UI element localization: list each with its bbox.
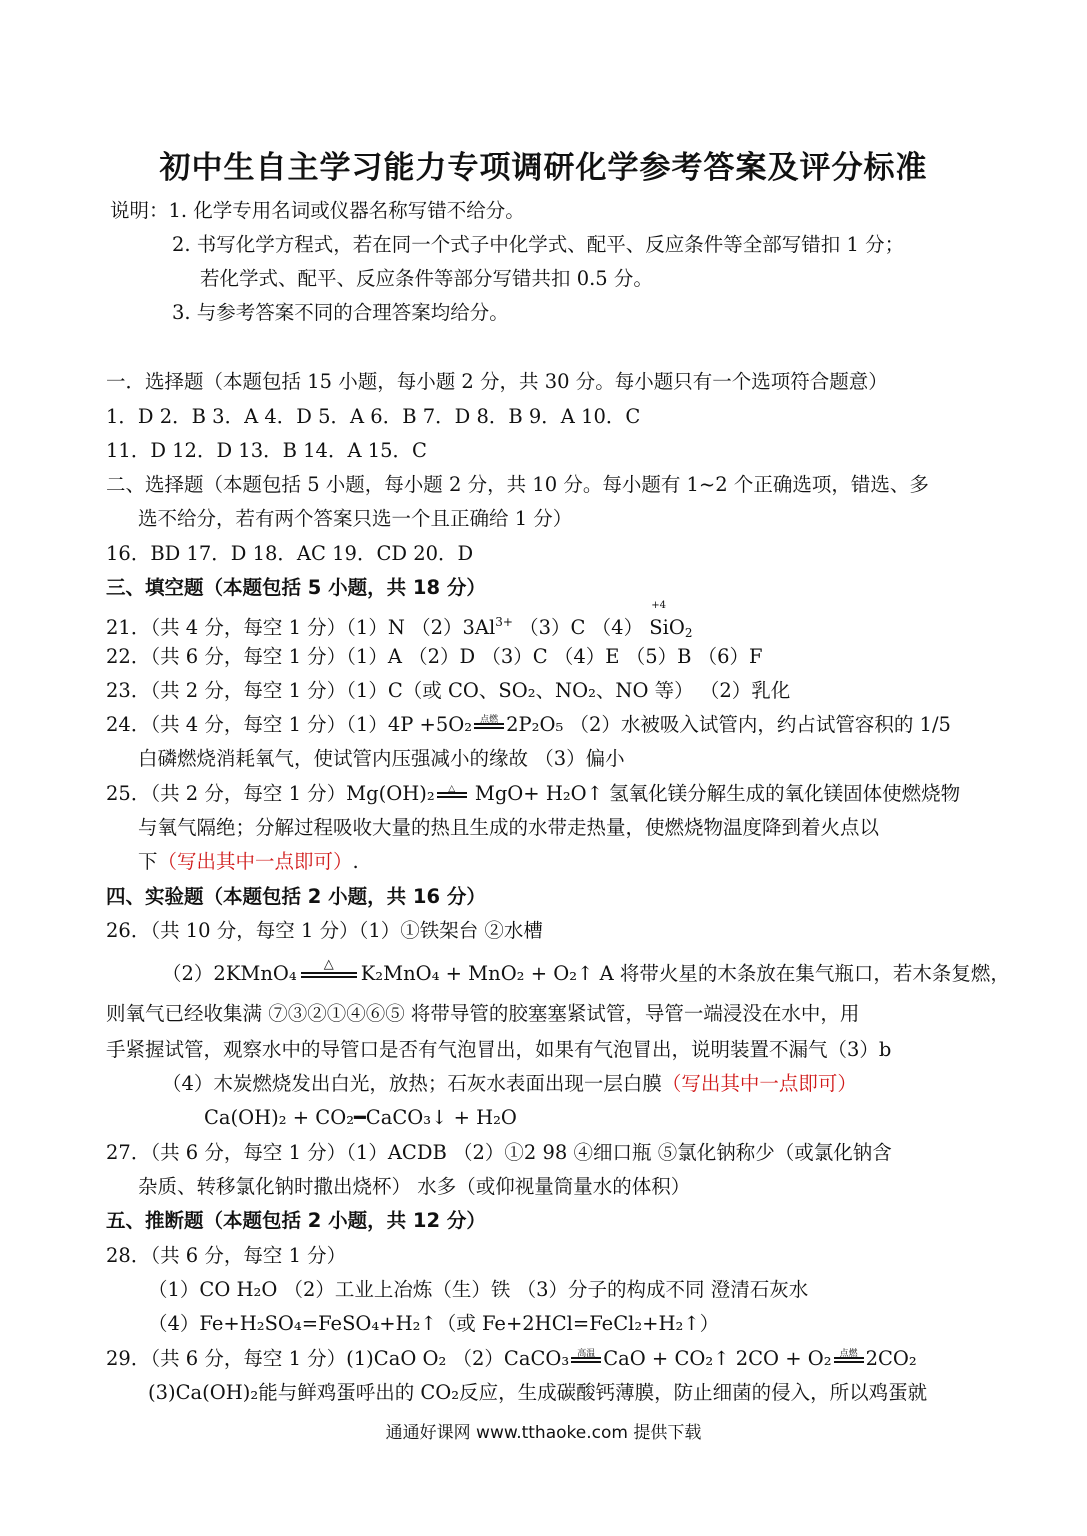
answer-29-part-b: CaO + CO₂↑ 2CO + O₂ [603,1347,832,1370]
condition-label: △ [448,784,456,794]
section-5-heading: 五、推断题（本题包括 2 小题，共 12 分） [106,1209,486,1232]
answer-24 [106,712,951,738]
section-1-heading: 一．选择题（本题包括 15 小题，每小题 2 分，共 30 分。每小题只有一个选项符合题意） [106,370,888,393]
oxidation-state: +4 [651,600,667,611]
condition-label: 点燃 [839,1349,858,1359]
section-1-answers-row-1: 1．D 2．B 3．A 4．D 5．A 6．B 7．D 8．B 9．A 10．C [106,405,641,428]
answer-21-part-b: （3）C （4） [512,616,644,639]
section-3-heading: 三、填空题（本题包括 5 小题，共 18 分） [106,576,486,599]
section-2-heading: 二、选择题（本题包括 5 小题，每小题 2 分，共 10 分。每小题有 1~2 个正确选项，错选、多 [106,473,929,496]
answer-21-part-a: 21．（共 4 分，每空 1 分）（1）N （2）3Al [106,616,496,639]
note-2-continued: 若化学式、配平、反应条件等部分写错共扣 0.5 分。 [200,267,653,290]
answer-26-line-4: 手紧握试管，观察水中的导管口是否有气泡冒出，如果有气泡冒出，说明装置不漏气（3）b [106,1038,892,1061]
answer-24-part-a: 24．（共 4 分，每空 1 分）（1）4P +5O₂ [106,713,473,736]
ion-charge: 3+ [495,615,513,629]
answer-27: 27．（共 6 分，每空 1 分）（1）ACDB （2）①2 98 ④细口瓶 ⑤氯化钠称少（或氯化钠含 [106,1141,892,1164]
page-title: 初中生自主学习能力专项调研化学参考答案及评分标准 [159,150,928,186]
answer-25-note: （写出其中一点即可） [157,850,353,873]
answer-25-part-b: MgO+ H₂O↑ 氢氧化镁分解生成的氧化镁固体使燃烧物 [468,782,961,805]
footer-source: 通通好课网 www.tthaoke.com 提供下载 [385,1423,702,1443]
answer-25-part-a: 25．（共 2 分，每空 1 分）Mg(OH)₂ [106,782,435,805]
answer-26-note: （写出其中一点即可） [661,1072,857,1095]
answer-26-part-a: （2）2KMnO₄ [162,962,297,985]
answer-26-line-5 [162,1071,857,1097]
answer-28-line-3: （4）Fe+H₂SO₄=FeSO₄+H₂↑（或 Fe+2HCl=FeCl₂+H₂↑） [148,1312,720,1335]
answer-26-equation [162,957,1010,987]
condition-label: △ [323,957,334,972]
answer-29 [106,1346,917,1372]
answer-26-part-b: K₂MnO₄ + MnO₂ + O₂↑ A 将带火星的木条放在集气瓶口，若木条复燃， [360,962,1010,985]
answer-21 [106,600,693,646]
answer-24-continued: 白磷燃烧消耗氧气，使试管内压强减小的缘故 （3）偏小 [138,747,625,770]
answer-28-line-2: （1）CO H₂O （2）工业上冶炼（生）铁 （3）分子的构成不同 澄清石灰水 [148,1278,809,1301]
formula-sio: SiO [649,616,685,639]
answer-25-text: 下 [138,850,158,873]
answer-25-line-2: 与氧气隔绝；分解过程吸收大量的热且生成的水带走热量，使燃烧物温度降到着火点以 [138,816,880,839]
answer-26-text: （4）木炭燃烧发出白光，放热；石灰水表面出现一层白膜 [162,1072,662,1095]
reaction-condition [437,784,467,802]
answer-29-line-2: (3)Ca(OH)₂能与鲜鸡蛋呼出的 CO₂反应，生成碳酸钙薄膜，防止细菌的侵入，所以鸡蛋就 [148,1381,928,1404]
answer-25-line-3 [138,849,359,875]
condition-label: 高温 [577,1349,596,1359]
answer-29-part-a: 29．（共 6 分，每空 1 分）(1)CaO O₂ （2）CaCO₃ [106,1347,570,1370]
answer-28: 28．（共 6 分，每空 1 分） [106,1244,347,1267]
reaction-condition [834,1349,864,1367]
answer-23: 23．（共 2 分，每空 1 分）（1）C（或 CO、SO₂、NO₂、NO 等） （2）乳化 [106,679,791,702]
answer-22: 22．（共 6 分，每空 1 分）（1）A （2）D （3）C （4）E （5）B （6）F [106,645,763,668]
answer-25-end: . [352,850,359,873]
answer-24-part-b: 2P₂O₅ （2）水被吸入试管内，约占试管容积的 1/5 [506,713,951,736]
answer-26-line-6: Ca(OH)₂ + CO₂━CaCO₃↓ + H₂O [204,1106,517,1129]
note-2: 2. 书写化学方程式，若在同一个式子中化学式、配平、反应条件等全部写错扣 1 分； [172,233,905,256]
answer-26: 26．（共 10 分，每空 1 分）（1）①铁架台 ②水槽 [106,919,543,942]
oxidation-formula: +4 SiO$_2$ [649,615,692,646]
note-1: 说明：1. 化学专用名词或仪器名称写错不给分。 [110,199,525,222]
answer-25 [106,781,960,807]
reaction-condition [301,957,357,982]
answer-29-part-c: 2CO₂ [865,1347,917,1370]
section-2-answers: 16．BD 17．D 18．AC 19．CD 20．D [106,542,474,565]
answer-26-line-3: 则氧气已经收集满 ⑦③②①④⑥⑤ 将带导管的胶塞塞紧试管，导管一端浸没在水中，用 [106,1002,860,1025]
note-3: 3. 与参考答案不同的合理答案均给分。 [172,301,509,324]
condition-label: 点燃 [480,715,499,725]
section-1-answers-row-2: 11．D 12．D 13．B 14．A 15．C [106,439,427,462]
section-4-heading: 四、实验题（本题包括 2 小题，共 16 分） [106,885,486,908]
reaction-condition [474,715,504,733]
section-2-heading-continued: 选不给分，若有两个答案只选一个且正确给 1 分） [138,507,573,530]
reaction-condition [571,1349,601,1367]
answer-27-continued: 杂质、转移氯化钠时撒出烧杯） 水多（或仰视量筒量水的体积） [138,1175,691,1198]
